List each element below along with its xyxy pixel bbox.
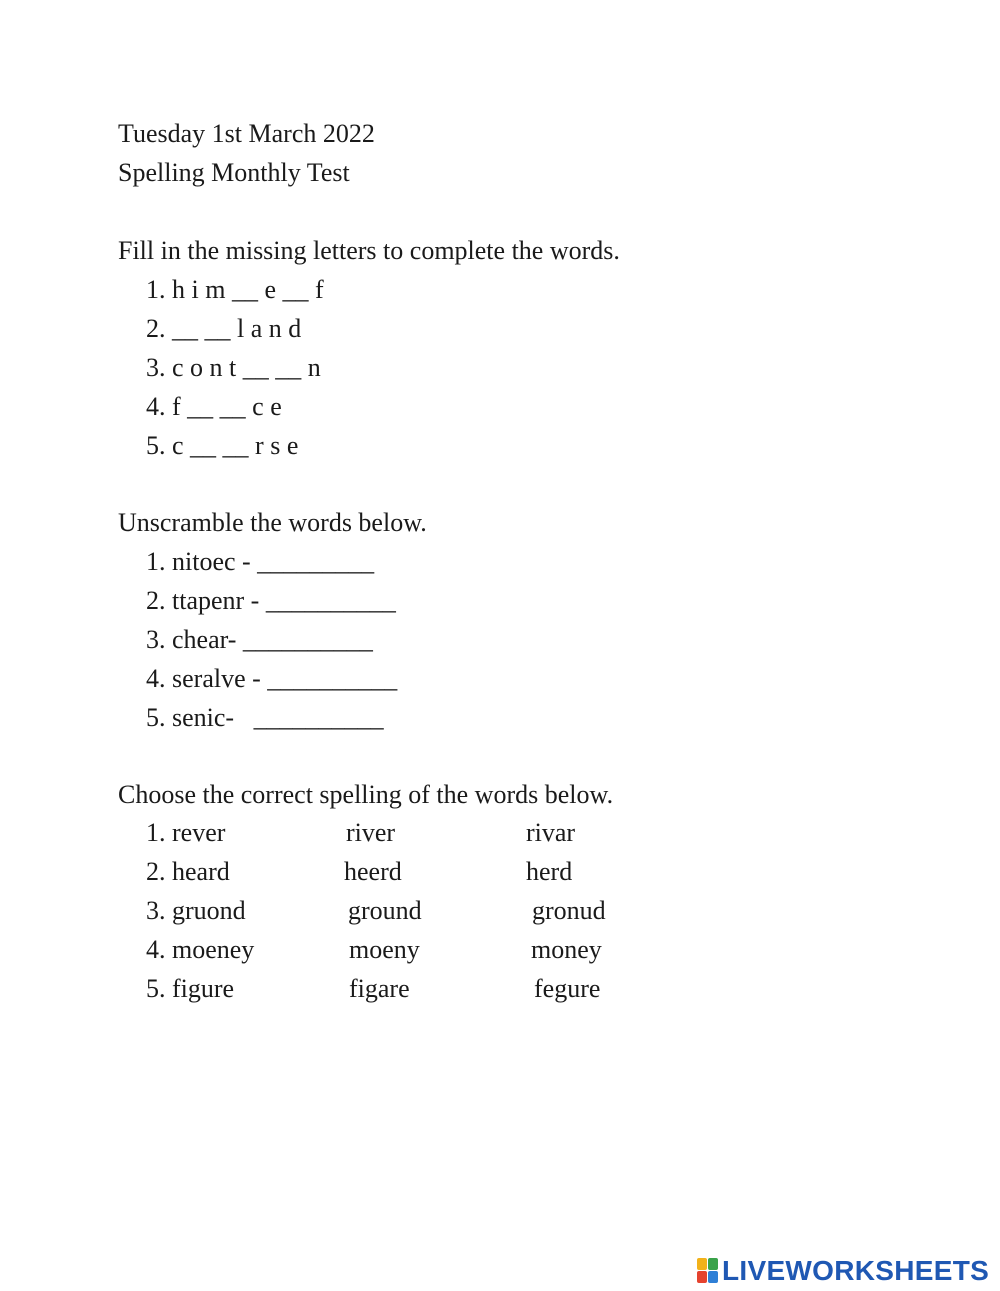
missing-letters-item: 3. c o n t __ __ n — [146, 353, 321, 382]
unscramble-item: 4. seralve - __________ — [146, 664, 398, 693]
missing-letters-item: 4. f __ __ c e — [146, 392, 282, 421]
choice-option: 4. moeney — [146, 935, 255, 964]
test-date: Tuesday 1st March 2022 — [118, 119, 375, 148]
choice-option: money — [531, 935, 602, 964]
choice-option: rivar — [526, 818, 576, 847]
unscramble-item: 2. ttapenr - __________ — [146, 586, 396, 615]
missing-letters-item: 2. __ __ l a n d — [146, 314, 302, 343]
choice-option: moeny — [349, 935, 420, 964]
choice-option: figare — [349, 974, 410, 1003]
unscramble-item: 1. nitoec - _________ — [146, 547, 375, 576]
section1-instruction: Fill in the missing letters to complete the words. — [118, 236, 620, 265]
section2-instruction: Unscramble the words below. — [118, 508, 427, 537]
unscramble-item: 3. chear- __________ — [146, 625, 373, 654]
choice-option: 2. heard — [146, 857, 230, 886]
choice-option: gronud — [532, 896, 606, 925]
choice-option: ground — [348, 896, 422, 925]
choice-option: heerd — [344, 857, 402, 886]
choice-option: 5. figure — [146, 974, 235, 1003]
choice-option: river — [346, 818, 396, 847]
choice-option: herd — [526, 857, 573, 886]
choice-option: 1. rever — [146, 818, 226, 847]
missing-letters-item: 5. c __ __ r s e — [146, 431, 299, 460]
logo-wordmark: LIVEWORKSHEETS — [722, 1255, 990, 1286]
liveworksheets-logo[interactable] — [697, 1254, 989, 1288]
choice-option: fegure — [534, 974, 601, 1003]
unscramble-item: 5. senic- __________ — [146, 703, 384, 732]
test-title: Spelling Monthly Test — [118, 158, 350, 187]
section3-instruction: Choose the correct spelling of the words below. — [118, 780, 614, 809]
choice-option: 3. gruond — [146, 896, 246, 925]
missing-letters-item: 1. h i m __ e __ f — [146, 275, 324, 304]
liveworksheets-logo-icon — [697, 1258, 719, 1284]
